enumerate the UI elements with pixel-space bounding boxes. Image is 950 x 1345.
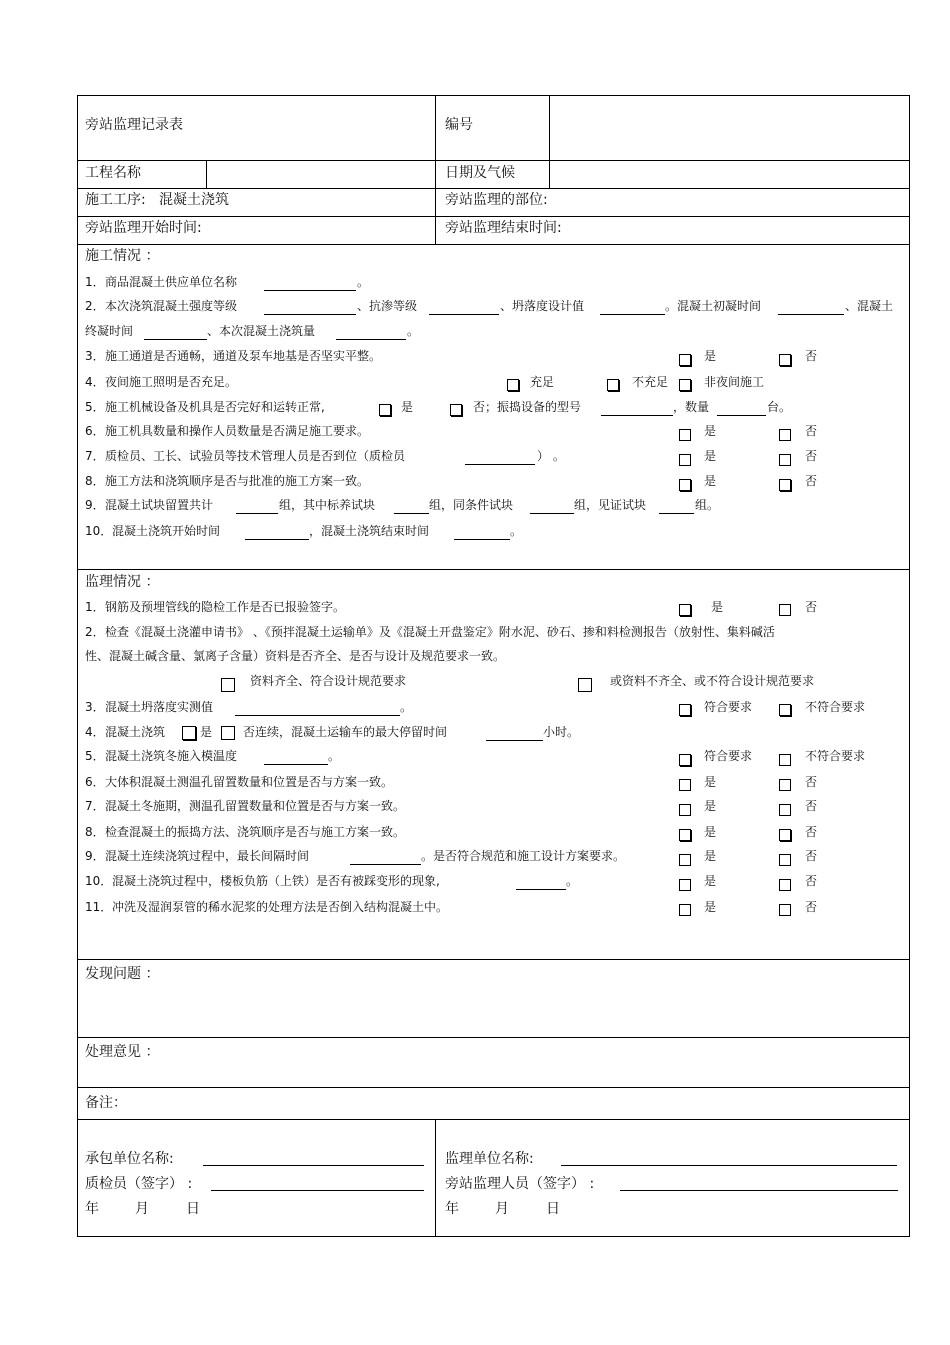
yes-checkbox[interactable] xyxy=(679,354,691,366)
item-text: 混凝土浇筑 xyxy=(105,725,166,739)
contractor-signature-line[interactable] xyxy=(203,1165,424,1166)
yes-checkbox[interactable] xyxy=(679,879,691,891)
yes-label: 是 xyxy=(704,849,717,863)
no-label: 否 xyxy=(805,449,818,463)
item-number: 4． xyxy=(85,725,105,739)
process-value: 混凝土浇筑 xyxy=(159,192,229,208)
item-text: 商品混凝土供应单位名称 xyxy=(105,275,238,289)
item-text: 否连续，混凝土运输车的最大停留时间 xyxy=(243,725,448,739)
no-label: 否 xyxy=(805,775,818,789)
day-label: 日 xyxy=(546,1201,560,1217)
no-checkbox[interactable] xyxy=(779,829,791,841)
item-text: 混凝土浇筑过程中，楼板负筋（上铁）是否有被踩变形的现象, xyxy=(112,874,440,888)
yes-checkbox[interactable] xyxy=(379,404,391,416)
item-text: 。混凝土初凝时间 xyxy=(665,299,762,313)
supervisor-label: 监理单位名称: xyxy=(445,1151,534,1167)
item-number: 8． xyxy=(85,825,105,839)
opinion-label: 处理意见 ： xyxy=(85,1044,160,1060)
fill-blank[interactable] xyxy=(336,339,406,340)
docs-incomplete-checkbox[interactable] xyxy=(578,678,592,692)
contractor-label: 承包单位名称: xyxy=(85,1151,174,1167)
item-text: 混凝土浇筑冬施入模温度 xyxy=(105,749,238,763)
item-text: 、本次混凝土浇筑量 xyxy=(207,324,316,338)
no-checkbox[interactable] xyxy=(779,454,791,466)
fill-blank[interactable] xyxy=(454,539,510,540)
divider xyxy=(77,216,910,217)
fill-blank[interactable] xyxy=(264,314,356,315)
item-text: 夜间施工照明是否充足。 xyxy=(105,375,238,389)
no-checkbox[interactable] xyxy=(779,779,791,791)
yes-checkbox[interactable] xyxy=(679,454,691,466)
yes-label: 是 xyxy=(401,400,414,414)
sufficient-checkbox[interactable] xyxy=(507,379,519,391)
fill-blank[interactable] xyxy=(530,513,574,514)
item-text: 组。 xyxy=(695,498,720,512)
item-number: 2． xyxy=(85,299,105,313)
item-text: 组，其中标养试块 xyxy=(279,498,376,512)
item-number: 5． xyxy=(85,749,105,763)
no-label: 否 xyxy=(805,874,818,888)
no-label: 否；振捣设备的型号 xyxy=(473,400,582,414)
not-meets-checkbox[interactable] xyxy=(779,754,791,766)
item-number: 4． xyxy=(85,375,105,389)
item-number: 2． xyxy=(85,625,105,639)
divider xyxy=(77,160,910,161)
no-label: 否 xyxy=(805,474,818,488)
project-name-label: 工程名称 xyxy=(85,165,141,181)
item-number: 1． xyxy=(85,600,105,614)
item-text: 施工机械设备及机具是否完好和运转正常, xyxy=(105,400,325,414)
item-text: 检查混凝土的振捣方法、浇筑顺序是否与施工方案一致。 xyxy=(105,825,406,839)
no-label: 否 xyxy=(805,349,818,363)
location-label: 旁站监理的部位: xyxy=(445,192,548,208)
item-text: 、抗渗等级 xyxy=(357,299,418,313)
item-text: 施工机具数量和操作人员数量是否满足施工要求。 xyxy=(105,424,370,438)
yes-label: 是 xyxy=(704,349,717,363)
yes-label: 是 xyxy=(704,799,717,813)
divider xyxy=(435,1119,436,1237)
construction-section-title: 施工情况 ： xyxy=(85,248,160,264)
item-text: ） 。 xyxy=(537,449,565,463)
number-label: 编号 xyxy=(445,117,473,133)
item-number: 6． xyxy=(85,424,105,438)
meets-label: 符合要求 xyxy=(704,749,753,763)
item-number: 9． xyxy=(85,849,105,863)
no-label: 否 xyxy=(805,900,818,914)
insufficient-label: 不充足 xyxy=(632,375,669,389)
item-text: 小时。 xyxy=(543,725,580,739)
divider xyxy=(77,244,910,245)
no-checkbox[interactable] xyxy=(779,804,791,816)
not-night-label: 非夜间施工 xyxy=(704,375,765,389)
year-label: 年 xyxy=(445,1201,459,1217)
no-checkbox[interactable] xyxy=(779,604,791,616)
item-text: 本次浇筑混凝土强度等级 xyxy=(105,299,238,313)
item-text: ，数量 xyxy=(673,400,710,414)
docs-complete-label: 资料齐全、符合设计规范要求 xyxy=(250,674,407,688)
item-text: 终凝时间 xyxy=(85,324,134,338)
item-number: 10． xyxy=(85,874,113,888)
year-label: 年 xyxy=(85,1201,99,1217)
form-title: 旁站监理记录表 xyxy=(85,117,183,133)
item-text: 钢筋及预埋管线的隐检工作是否已报验签字。 xyxy=(105,600,346,614)
item-text: 混凝土试块留置共计 xyxy=(105,498,214,512)
remarks-label: 备注： xyxy=(85,1095,127,1111)
no-checkbox[interactable] xyxy=(779,879,791,891)
start-time-label: 旁站监理开始时间: xyxy=(85,220,202,236)
fill-blank[interactable] xyxy=(264,764,328,765)
yes-checkbox[interactable] xyxy=(679,429,691,441)
item-text: 检查《混凝土浇灌申请书》 、《预拌混凝土运输单》及《混凝土开盘鉴定》附水泥、砂石、掺和料检测报告（放射性、集料碱活 xyxy=(105,625,775,639)
fill-blank[interactable] xyxy=(235,715,400,716)
yes-label: 是 xyxy=(704,474,717,488)
fill-blank[interactable] xyxy=(717,415,766,416)
divider xyxy=(77,569,910,570)
item-text: 组，同条件试块 xyxy=(429,498,514,512)
no-checkbox[interactable] xyxy=(779,354,791,366)
item-text: 、混凝土 xyxy=(845,299,894,313)
inspector-signature-line[interactable] xyxy=(211,1190,424,1191)
divider xyxy=(77,1037,910,1038)
fill-blank[interactable] xyxy=(144,339,207,340)
divider xyxy=(435,95,436,244)
item-number: 3． xyxy=(85,349,105,363)
no-label: 否 xyxy=(805,600,818,614)
not-meets-label: 不符合要求 xyxy=(805,749,866,763)
not-meets-checkbox[interactable] xyxy=(779,704,791,716)
divider xyxy=(77,188,910,189)
fill-blank[interactable] xyxy=(465,464,535,465)
item-text: 混凝土坍落度实测值 xyxy=(105,700,214,714)
item-text: 施工通道是否通畅，通道及泵车地基是否坚实平整。 xyxy=(105,349,382,363)
fill-blank[interactable] xyxy=(486,740,543,741)
item-text: 施工方法和浇筑顺序是否与批准的施工方案一致。 xyxy=(105,474,370,488)
item-number: 11． xyxy=(85,900,113,914)
process-label: 施工工序: xyxy=(85,192,146,208)
item-text: 。 xyxy=(407,324,420,338)
fill-blank[interactable] xyxy=(264,290,356,291)
no-checkbox[interactable] xyxy=(450,404,462,416)
item-number: 7． xyxy=(85,799,105,813)
docs-complete-checkbox[interactable] xyxy=(221,678,235,692)
no-label: 否 xyxy=(805,799,818,813)
yes-checkbox[interactable] xyxy=(679,604,691,616)
fill-blank[interactable] xyxy=(350,864,421,865)
date-weather-label: 日期及气候 xyxy=(445,165,515,181)
yes-label: 是 xyxy=(704,775,717,789)
form-border xyxy=(77,95,910,1237)
item-number: 10． xyxy=(85,524,113,538)
item-text: 混凝土浇筑开始时间 xyxy=(112,524,221,538)
item-text: 。 xyxy=(357,275,370,289)
item-number: 9． xyxy=(85,498,105,512)
item-text: 、坍落度设计值 xyxy=(500,299,585,313)
yes-checkbox[interactable] xyxy=(679,829,691,841)
insufficient-checkbox[interactable] xyxy=(607,379,619,391)
divider xyxy=(77,1087,910,1088)
inspector-label: 质检员（签字） : xyxy=(85,1176,193,1192)
item-text: 混凝土冬施期，测温孔留置数量和位置是否与方案一致。 xyxy=(105,799,406,813)
sufficient-label: 充足 xyxy=(530,375,555,389)
yes-label: 是 xyxy=(704,900,717,914)
item-text: 混凝土连续浇筑过程中，最长间隔时间 xyxy=(105,849,310,863)
yes-checkbox[interactable] xyxy=(679,779,691,791)
item-text: 性、混凝土碱含量、氯离子含量）资料是否齐全、是否与设计及规范要求一致。 xyxy=(85,649,506,663)
fill-blank[interactable] xyxy=(659,513,694,514)
item-text: 。是否符合规范和施工设计方案要求。 xyxy=(421,849,626,863)
item-number: 7． xyxy=(85,449,105,463)
docs-incomplete-label: 或资料不齐全、或不符合设计规范要求 xyxy=(610,674,815,688)
fill-blank[interactable] xyxy=(245,539,309,540)
item-text: 台。 xyxy=(767,400,792,414)
fill-blank[interactable] xyxy=(778,314,844,315)
item-text: 冲洗及湿润泵管的稀水泥浆的处理方法是否倒入结构混凝土中。 xyxy=(112,900,449,914)
supervisor-person-label: 旁站监理人员（签字） : xyxy=(445,1176,595,1192)
yes-checkbox[interactable] xyxy=(679,479,691,491)
yes-checkbox[interactable] xyxy=(679,804,691,816)
end-time-label: 旁站监理结束时间: xyxy=(445,220,562,236)
no-checkbox[interactable] xyxy=(779,854,791,866)
day-label: 日 xyxy=(186,1201,200,1217)
problems-label: 发现问题 ： xyxy=(85,966,160,982)
no-checkbox[interactable] xyxy=(221,726,235,740)
divider xyxy=(77,959,910,960)
no-label: 否 xyxy=(805,424,818,438)
fill-blank[interactable] xyxy=(236,513,278,514)
meets-checkbox[interactable] xyxy=(679,704,691,716)
yes-label: 是 xyxy=(704,424,717,438)
supervisor-signature-line[interactable] xyxy=(561,1165,897,1166)
yes-checkbox[interactable] xyxy=(679,854,691,866)
item-number: 3． xyxy=(85,700,105,714)
item-text: 组，见证试块 xyxy=(574,498,647,512)
item-text: ，混凝土浇筑结束时间 xyxy=(309,524,430,538)
item-number: 5． xyxy=(85,400,105,414)
fill-blank[interactable] xyxy=(601,415,673,416)
yes-checkbox[interactable] xyxy=(679,904,691,916)
meets-checkbox[interactable] xyxy=(679,754,691,766)
not-meets-label: 不符合要求 xyxy=(805,700,866,714)
item-text: 。 xyxy=(328,749,341,763)
item-text: 。 xyxy=(566,874,579,888)
no-checkbox[interactable] xyxy=(779,904,791,916)
fill-blank[interactable] xyxy=(516,889,566,890)
not-night-checkbox[interactable] xyxy=(679,379,691,391)
yes-checkbox[interactable] xyxy=(182,726,196,740)
yes-label: 是 xyxy=(704,449,717,463)
item-text: 。 xyxy=(510,524,523,538)
fill-blank[interactable] xyxy=(394,513,429,514)
item-number: 1． xyxy=(85,275,105,289)
month-label: 月 xyxy=(495,1201,509,1217)
divider xyxy=(549,95,550,188)
yes-label: 是 xyxy=(704,874,717,888)
item-text: 。 xyxy=(400,700,413,714)
item-text: 质检员、工长、试验员等技术管理人员是否到位（质检员 xyxy=(105,449,406,463)
meets-label: 符合要求 xyxy=(704,700,753,714)
no-checkbox[interactable] xyxy=(779,429,791,441)
yes-label: 是 xyxy=(200,725,213,739)
supervisor-person-signature-line[interactable] xyxy=(620,1190,898,1191)
yes-label: 是 xyxy=(711,600,724,614)
no-checkbox[interactable] xyxy=(779,479,791,491)
month-label: 月 xyxy=(135,1201,149,1217)
fill-blank[interactable] xyxy=(600,314,665,315)
divider xyxy=(206,160,207,188)
no-label: 否 xyxy=(805,849,818,863)
item-number: 6． xyxy=(85,775,105,789)
yes-label: 是 xyxy=(704,825,717,839)
item-number: 8． xyxy=(85,474,105,488)
item-text: 大体积混凝土测温孔留置数量和位置是否与方案一致。 xyxy=(105,775,394,789)
no-label: 否 xyxy=(805,825,818,839)
divider xyxy=(77,1119,910,1120)
fill-blank[interactable] xyxy=(429,314,499,315)
supervision-section-title: 监理情况 ： xyxy=(85,574,160,590)
